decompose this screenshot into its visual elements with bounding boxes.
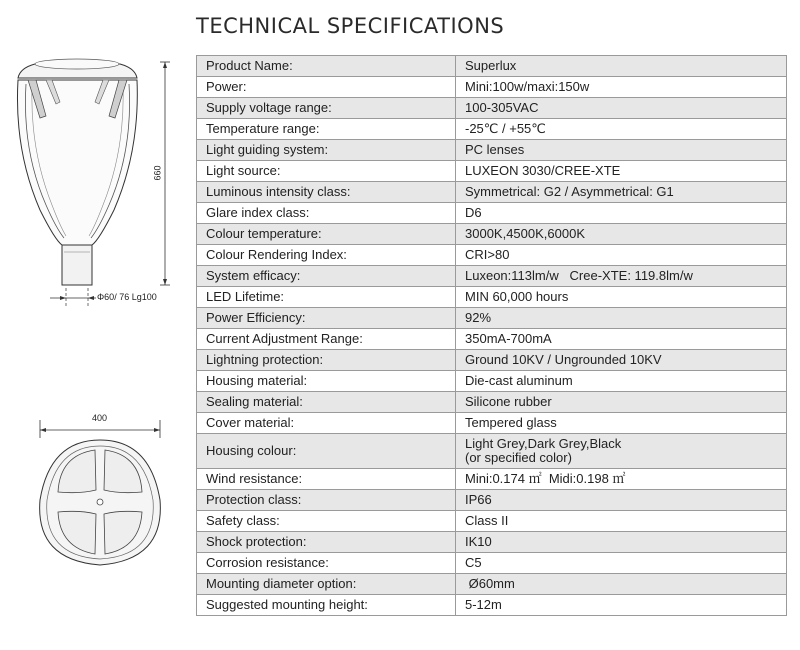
spec-label: Glare index class: [197, 203, 456, 224]
spec-value: Mini:0.174 ㎡ Midi:0.198 ㎡ [456, 469, 787, 490]
table-row [197, 77, 787, 98]
spec-label: Protection class: [197, 490, 456, 511]
spec-value: Tempered glass [456, 413, 787, 434]
table-row [197, 574, 787, 595]
spec-value: IP66 [456, 490, 787, 511]
spec-value: D6 [456, 203, 787, 224]
table-row [197, 56, 787, 77]
table-row [197, 308, 787, 329]
spec-value: Superlux [456, 56, 787, 77]
table-row [197, 371, 787, 392]
spec-value: Die-cast aluminum [456, 371, 787, 392]
spec-value: C5 [456, 553, 787, 574]
spec-label: Housing colour: [197, 434, 456, 469]
spec-value: IK10 [456, 532, 787, 553]
spec-label: Light source: [197, 161, 456, 182]
spec-value: Ø60mm [456, 574, 787, 595]
table-row [197, 350, 787, 371]
spec-label: Corrosion resistance: [197, 553, 456, 574]
spec-value: Class II [456, 511, 787, 532]
spec-label: Suggested mounting height: [197, 595, 456, 616]
table-row [197, 287, 787, 308]
table-row [197, 392, 787, 413]
table-row [197, 98, 787, 119]
spec-label: Wind resistance: [197, 469, 456, 490]
spec-value-line: Light Grey,Dark Grey,Black [465, 436, 622, 451]
spec-label: Safety class: [197, 511, 456, 532]
spec-value: Silicone rubber [456, 392, 787, 413]
table-row [197, 532, 787, 553]
spec-label: Power: [197, 77, 456, 98]
spec-label: Colour temperature: [197, 224, 456, 245]
spec-value: 5-12m [456, 595, 787, 616]
table-row [197, 182, 787, 203]
spec-label: System efficacy: [197, 266, 456, 287]
spec-label: Sealing material: [197, 392, 456, 413]
spec-value: MIN 60,000 hours [456, 287, 787, 308]
height-dimension-label: 660 [152, 165, 163, 181]
spec-value: LUXEON 3030/CREE-XTE [456, 161, 787, 182]
table-row [197, 203, 787, 224]
spec-label: Current Adjustment Range: [197, 329, 456, 350]
table-row [197, 140, 787, 161]
spec-value: CRI>80 [456, 245, 787, 266]
table-row [197, 413, 787, 434]
spec-value: 350mA-700mA [456, 329, 787, 350]
spec-label: Lightning protection: [197, 350, 456, 371]
spec-label: Supply voltage range: [197, 98, 456, 119]
spec-value: PC lenses [456, 140, 787, 161]
page-title: TECHNICAL SPECIFICATIONS [196, 14, 505, 38]
spec-label: Shock protection: [197, 532, 456, 553]
spec-value: 3000K,4500K,6000K [456, 224, 787, 245]
table-row [197, 553, 787, 574]
spec-value: 92% [456, 308, 787, 329]
spec-value: 100-305VAC [456, 98, 787, 119]
spec-value: Symmetrical: G2 / Asymmetrical: G1 [456, 182, 787, 203]
table-row [197, 511, 787, 532]
table-row [197, 434, 787, 469]
table-row [197, 595, 787, 616]
spec-label: Housing material: [197, 371, 456, 392]
spec-value-line: (or specified color) [465, 450, 572, 465]
spec-label: LED Lifetime: [197, 287, 456, 308]
table-row [197, 469, 787, 490]
spec-label: Product Name: [197, 56, 456, 77]
spec-label: Temperature range: [197, 119, 456, 140]
table-row [197, 490, 787, 511]
spec-label: Luminous intensity class: [197, 182, 456, 203]
base-dimension-label: Φ60/ 76 Lg100 [97, 292, 157, 302]
side-view-drawing [0, 0, 190, 650]
spec-value: Mini:100w/maxi:150w [456, 77, 787, 98]
spec-value: -25℃ / +55℃ [456, 119, 787, 140]
spec-label: Mounting diameter option: [197, 574, 456, 595]
spec-label: Cover material: [197, 413, 456, 434]
spec-value [456, 434, 787, 469]
width-dimension-label: 400 [92, 413, 108, 423]
table-row [197, 224, 787, 245]
spec-value: Ground 10KV / Ungrounded 10KV [456, 350, 787, 371]
spec-value: Luxeon:113lm/w Cree-XTE: 119.8lm/w [456, 266, 787, 287]
spec-label: Colour Rendering Index: [197, 245, 456, 266]
table-row [197, 161, 787, 182]
spec-label: Power Efficiency: [197, 308, 456, 329]
specifications-table [196, 55, 787, 616]
table-row [197, 119, 787, 140]
spec-label: Light guiding system: [197, 140, 456, 161]
table-row [197, 329, 787, 350]
table-row [197, 266, 787, 287]
table-row [197, 245, 787, 266]
